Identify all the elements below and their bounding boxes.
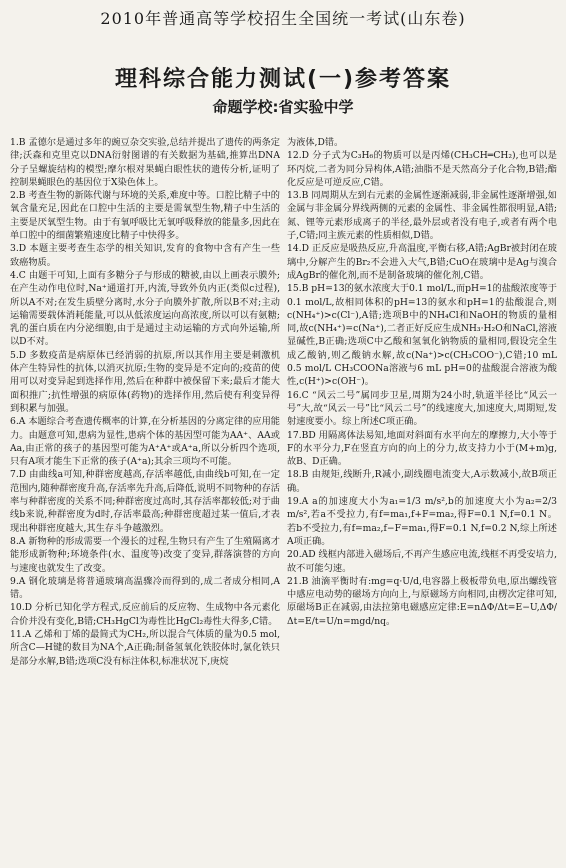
- right-answer-item: 12.D 分子式为C₃H₆的物质可以是丙烯(CH₃CH═CH₂),也可以是环丙烷,二者为同分异构体,A错;油脂不是天然高分子化合物,B错;酯化反应是可逆反应,C错。: [287, 150, 557, 188]
- page-title: 理科综合能力测试(一)参考答案: [114, 67, 452, 92]
- left-answer-item: 4.C 由题干可知,上面有多糖分子与形成的糖被,由以上画表示膜外;在产生动作电位时,Na⁺通道打开,内流,导致外负内正(类似c过程),所以A不对;在发生质壁分离时,水分子向膜外扩散,所以B不对;主动运输需要载体消耗能量,可以从低浓度运向高浓度,所以可以有氨糖;乳的蛋白质在内分泌细胞,由于是通过主动运输的方式向外运输,所以D不对。: [10, 269, 280, 348]
- exam-title: 2010年普通高等学校招生全国统一考试(山东卷): [100, 9, 466, 28]
- left-answer-item: 1.B 孟德尔是通过多年的豌豆杂交实验,总结并提出了遗传的两条定律;沃森和克里克以DNA衍射图谱的有关数据为基础,推算出DNA分子呈螺旋结构的模型;摩尔根对果蝇白眼性状的遗传分析,证明了控制果蝇眼色的基因位于X染色体上。: [10, 137, 280, 188]
- right-answer-item: 20.AD 线框内部进入磁场后,不再产生感应电流,线框不再受安培力,故不可能匀速。: [287, 549, 557, 574]
- left-answer-item: 11.A 乙烯和丁烯的最简式为CH₂,所以混合气体质的量为0.5 mol,所含C—H键的数目为NA个,A正确;制备氢氧化铁胶体时,氯化铁只是部分水解,B错;选项C没有标注体积,标准状况下,庚烷: [10, 628, 280, 667]
- left-answer-item: 10.D 分析已知化学方程式,反应前后的反应物、生成物中各元素化合价并没有变化,B错;CH₃HgCl为毒性比HgCl₂毒性大得多,C错。: [10, 602, 280, 627]
- left-answer-item: 8.A 新物种的形成需要一个漫长的过程,生物只有产生了生殖隔离才能形成新物种;环境条件(水、温度等)改变了变异,群落演替的方向与速度也就发生了改变。: [10, 535, 280, 574]
- right-answer-item: 13.B 同周期从左到右元素的金属性逐渐减弱,非金属性逐渐增强,如金属与非金属分界线两侧的元素的金属性、非金属性都很明显,A错;氮、锂等元素形成离子的半径,最外层或者没有电子,或者有两个电子,C错;同主族元素的性质相似,D错。: [287, 190, 557, 242]
- right-answer-item: 17.BD 用隔离体法易知,地面对斜面有水平向左的摩擦力,大小等于F的水平分力,F在竖直方向的向上的分力,故支持力小于(M+m)g,故B、D正确。: [287, 429, 557, 468]
- right-answer-item: 21.B 油滴平衡时有:mg=q·U/d,电容器上极板带负电,原出螺线管中感应电动势的磁场方向向上,与原磁场方向相同,由楞次定律可知,原磁场B正在减弱,由法拉第电磁感应定律:E=nΔΦ/Δt=E−U,ΔΦ/Δt=E/t=U/n=mgd/nq。: [287, 575, 557, 627]
- right-answer-item: 18.B 由规矩,线断升,R减小,副线圈电流变大,A示数减小,故B项正确。: [287, 469, 557, 494]
- left-answer-item: 7.D 由曲线a可知,种群密度越高,存活率越低,由曲线b可知,在一定范围内,随种群密度升高,存活率先升高,后降低,说明不同物种的存活率与种群密度的关系不同;种群密度过高时,其存活率都较低;对于曲线b来说,种群密度为d时,存活率最高;种群密度超过某一值后,才表现出种群密度越大,其生存斗争越激烈。: [10, 469, 280, 534]
- left-answer-item: 3.D 本题主要考查生态学的相关知识,发育的食物中含有产生一些致癌物质。: [10, 243, 280, 268]
- right-answer-item: 15.B pH=13的氨水浓度大于0.1 mol/L,而pH=1的盐酸浓度等于0.1 mol/L,故相同体积的pH=13的氨水和pH=1的盐酸混合,则c(NH₄⁺)>c(Cl⁻),A错;选项B中的NH₄Cl和NaOH的物质的量相同,故c(NH₄⁺)=c(Na⁺),二者正好反应生成NH₃·H₂O和NaCl,溶液显碱性,B正确;选项C中乙酸和氢氧化钠物质的量相同,假设完全生成乙酸钠,则乙酸钠水解,故c(Na⁺)>c(CH₃COO⁻),C错;10 mL 0.5 mol/L CH₃COONa溶液与6 mL pH=0的盐酸混合溶液为酸性,c(H⁺)>c(OH⁻)。: [287, 283, 557, 388]
- left-answer-item: 6.A 本题综合考查遗传概率的计算,在分析基因的分离定律的应用能力。由题意可知,患病为显性,患病个体的基因型可能为AA⁺、AA或Aa,由正常的孩子的基因型可能为A⁺A⁺或A⁺a,所以分析四个选项,只有A项才能生下正常的孩子(A⁺a);其余三项均不可能。: [10, 416, 280, 468]
- left-answer-item: 9.A 钢化玻璃是将普通玻璃高温骤冷而得到的,成二者成分相同,A错。: [10, 575, 280, 601]
- left-column: [10, 136, 280, 864]
- right-answer-item: 19.A a的加速度大小为a₁=1/3 m/s²,b的加速度大小为a₂=2/3 m/s²,若a不受拉力,有f=ma₁,f+F=ma₂,得F=0.1 N,f=0.1 N。若b不受拉力,有f=ma₂,f−F=ma₁,得F=0.1 N,f=0.2 N,综上所述A项正确。: [287, 496, 557, 547]
- left-answer-item: 2.B 考查生物的新陈代谢与环境的关系,难度中等。口腔比精子中的氧含量充足,因此在口腔中生活的主要是需氧型生物,精子中生活的主要是厌氧型生物。由于有氧呼吸比无氧呼吸释放的能量多,因此在单口腔中的细菌繁殖速度比精子中快得多。: [10, 190, 280, 242]
- author-line: 命题学校:省实验中学: [212, 98, 354, 116]
- right-answer-item: 14.D 正反应是吸热反应,升高温度,平衡右移,A错;AgBr被封闭在玻璃中,分解产生的Br₂不会进入大气,B错;CuO在玻璃中是Ag与溴合成AgBr的催化剂,而不是制备玻璃的催化剂,C错。: [287, 243, 557, 281]
- right-answer-item: 16.C “风云二号”属同步卫星,周期为24小时,轨道半径比“风云一号”大,故“风云一号”比“风云二号”的线速度大,加速度大,周期短,发射速度要小。综上所述C项正确。: [287, 389, 557, 428]
- right-answer-item: 为液体,D错。: [287, 137, 344, 148]
- right-column: [287, 136, 557, 864]
- left-answer-item: 5.D 多数疫苗是病原体已经消弱的抗原,所以其作用主要是刺激机体产生特异性的抗体,以消灭抗原;生物的变异是不定向的;疫苗的使用可以对变异起到选择作用,然后在种群中被保留下来;最后才能大面积推广;抗性增强的病原体(药物)的选择作用,然后使有利变异得到积累与加强。: [10, 349, 280, 414]
